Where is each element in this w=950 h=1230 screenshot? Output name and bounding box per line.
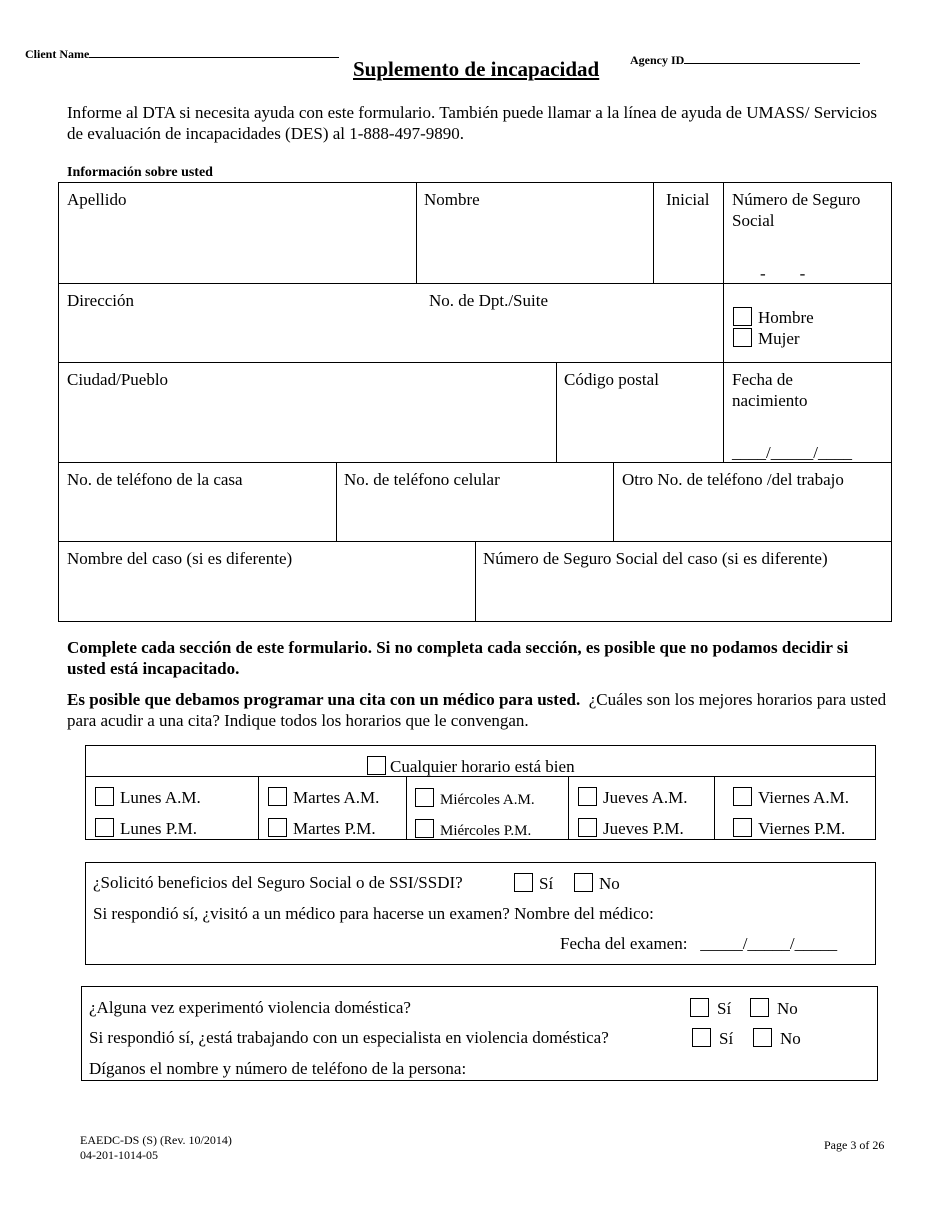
dv-contact-field[interactable]: Díganos el nombre y número de teléfono de la persona:: [89, 1059, 467, 1078]
col-divider: [475, 541, 476, 622]
client-name-field[interactable]: [25, 47, 339, 62]
col-divider: [653, 182, 654, 283]
client-name-label: Client Name: [25, 47, 90, 61]
city-field[interactable]: Ciudad/Pueblo: [67, 370, 169, 389]
dv-yes-label: Sí: [717, 999, 732, 1018]
apt-suite-field[interactable]: No. de Dpt./Suite: [429, 291, 548, 310]
ssi-no-label: No: [599, 874, 620, 893]
ssi-no-option[interactable]: [574, 873, 620, 894]
tuesday-am-checkbox[interactable]: [268, 787, 287, 806]
wednesday-am-label: Miércoles A.M.: [440, 792, 535, 808]
col-divider: [556, 362, 557, 462]
schedule-col-divider: [568, 776, 569, 840]
dv-specialist-yes-checkbox[interactable]: [692, 1028, 711, 1047]
ssi-question: [93, 873, 463, 893]
other-phone-field[interactable]: Otro No. de teléfono /del trabajo: [622, 470, 844, 489]
appointment-instructions: [67, 689, 897, 731]
address-field[interactable]: Dirección: [67, 291, 135, 310]
ssi-question-text: ¿Solicitó beneficios del Seguro Social o de SSI/SSDI?: [93, 873, 463, 892]
monday-am-label: Lunes A.M.: [120, 788, 201, 807]
complete-instructions: Complete cada sección de este formulario. Si no completa cada sección, es posible que no podamos decidir si usted está incapacitado.: [67, 638, 849, 678]
dob-format: ____/_____/____: [732, 443, 852, 462]
friday-am-checkbox[interactable]: [733, 787, 752, 806]
schedule-col-divider: [406, 776, 407, 840]
female-checkbox[interactable]: [733, 328, 752, 347]
client-name-line[interactable]: [89, 57, 339, 58]
female-label: Mujer: [758, 329, 800, 348]
any-time-checkbox[interactable]: [367, 756, 386, 775]
exam-date-label: Fecha del examen:: [560, 934, 688, 953]
friday-pm-option[interactable]: [733, 818, 845, 839]
male-label: Hombre: [758, 308, 814, 327]
friday-pm-checkbox[interactable]: [733, 818, 752, 837]
thursday-pm-label: Jueves P.M.: [603, 819, 684, 838]
case-ssn-field[interactable]: Número de Seguro Social del caso (si es diferente): [483, 549, 828, 568]
tuesday-am-option[interactable]: [268, 787, 379, 808]
page-number: Page 3 of 26: [824, 1138, 885, 1152]
thursday-am-option[interactable]: [578, 787, 688, 808]
ssn-format: - -: [760, 264, 806, 283]
ssi-no-checkbox[interactable]: [574, 873, 593, 892]
page-title: Suplemento de incapacidad: [353, 57, 600, 81]
ssn-field[interactable]: Número de Seguro Social: [732, 190, 861, 230]
first-name-field[interactable]: Nombre: [424, 190, 480, 209]
case-name-field[interactable]: Nombre del caso (si es diferente): [67, 549, 293, 568]
appointment-bold-text: Es posible que debamos programar una cita con un médico para usted.: [67, 690, 581, 709]
schedule-col-divider: [714, 776, 715, 840]
initial-field[interactable]: Inicial: [666, 190, 710, 209]
ssi-followup: Si respondió sí, ¿visitó a un médico para hacerse un examen? Nombre del médico:: [93, 904, 654, 923]
dv-specialist-no-label: No: [780, 1029, 801, 1048]
schedule-col-divider: [258, 776, 259, 840]
monday-am-option[interactable]: [95, 787, 201, 808]
agency-id-label: Agency ID: [630, 53, 685, 67]
agency-id-field[interactable]: [630, 53, 860, 68]
appointment-text: ¿Cuáles son los mejores horarios para usted para acudir a una cita? Indique todos los horarios que le convengan.: [67, 690, 887, 730]
monday-pm-label: Lunes P.M.: [120, 819, 197, 838]
cell-phone-field[interactable]: No. de teléfono celular: [344, 470, 500, 489]
wednesday-pm-label: Miércoles P.M.: [440, 823, 532, 839]
col-divider: [336, 462, 337, 541]
friday-am-option[interactable]: [733, 787, 849, 808]
last-name-field[interactable]: Apellido: [67, 190, 127, 209]
male-option[interactable]: [733, 307, 814, 328]
male-checkbox[interactable]: [733, 307, 752, 326]
dv-no-checkbox[interactable]: [750, 998, 769, 1017]
tuesday-am-label: Martes A.M.: [293, 788, 380, 807]
exam-date-format: _____/_____/_____: [700, 934, 838, 953]
dob-field[interactable]: Fecha de nacimiento: [732, 370, 808, 410]
wednesday-am-checkbox[interactable]: [415, 788, 434, 807]
dv-followup: Si respondió sí, ¿está trabajando con un especialista en violencia doméstica?: [89, 1028, 609, 1047]
thursday-am-label: Jueves A.M.: [603, 788, 688, 807]
col-divider: [416, 182, 417, 283]
ssi-yes-checkbox[interactable]: [514, 873, 533, 892]
female-option[interactable]: [733, 328, 800, 349]
form-code: EAEDC-DS (S) (Rev. 10/2014): [80, 1133, 232, 1147]
intro-text: Informe al DTA si necesita ayuda con este formulario. También puede llamar a la línea de ayuda de UMASS/ Servicios de evaluación de incapacidades (DES) al 1-888-497-9890.: [67, 103, 878, 143]
dv-no-label: No: [777, 999, 798, 1018]
home-phone-field[interactable]: No. de teléfono de la casa: [67, 470, 243, 489]
tuesday-pm-label: Martes P.M.: [293, 819, 376, 838]
tuesday-pm-checkbox[interactable]: [268, 818, 287, 837]
ssi-yes-option[interactable]: [514, 873, 553, 894]
dv-no-option[interactable]: [750, 998, 798, 1019]
exam-date-field[interactable]: [560, 934, 837, 954]
tuesday-pm-option[interactable]: [268, 818, 376, 839]
dv-specialist-no-option[interactable]: [753, 1028, 801, 1049]
dv-specialist-yes-label: Sí: [719, 1029, 734, 1048]
dv-yes-option[interactable]: [690, 998, 731, 1019]
dv-specialist-no-checkbox[interactable]: [753, 1028, 772, 1047]
form-number: 04-201-1014-05: [80, 1148, 158, 1162]
any-time-option[interactable]: [367, 756, 575, 777]
about-you-heading: Información sobre usted: [67, 165, 213, 180]
thursday-am-checkbox[interactable]: [578, 787, 597, 806]
col-divider: [613, 462, 614, 541]
col-divider: [723, 182, 724, 462]
dv-bottom-border: [81, 1080, 878, 1081]
monday-pm-checkbox[interactable]: [95, 818, 114, 837]
dv-question: ¿Alguna vez experimentó violencia doméstica?: [89, 998, 411, 1017]
wednesday-pm-option[interactable]: [415, 819, 531, 841]
friday-pm-label: Viernes P.M.: [758, 819, 846, 838]
dv-specialist-yes-option[interactable]: [692, 1028, 733, 1049]
agency-id-line[interactable]: [684, 63, 860, 64]
zip-field[interactable]: Código postal: [564, 370, 659, 389]
any-time-label: Cualquier horario está bien: [390, 757, 575, 776]
ssi-yes-label: Sí: [539, 874, 554, 893]
wednesday-am-option[interactable]: [415, 788, 535, 810]
thursday-pm-checkbox[interactable]: [578, 818, 597, 837]
dv-yes-checkbox[interactable]: [690, 998, 709, 1017]
row-divider: [58, 362, 892, 363]
monday-am-checkbox[interactable]: [95, 787, 114, 806]
wednesday-pm-checkbox[interactable]: [415, 819, 434, 838]
friday-am-label: Viernes A.M.: [758, 788, 850, 807]
monday-pm-option[interactable]: [95, 818, 197, 839]
thursday-pm-option[interactable]: [578, 818, 684, 839]
